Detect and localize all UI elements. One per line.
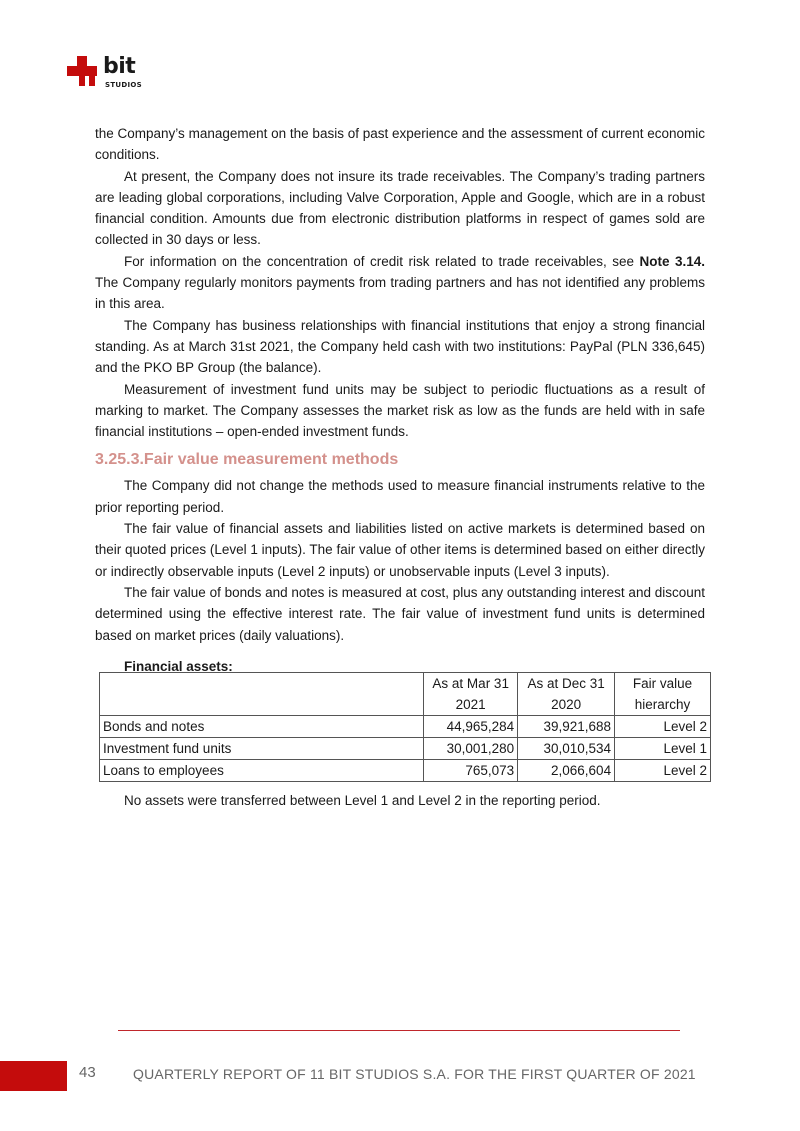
table-cell: 30,001,280 bbox=[424, 738, 518, 760]
paragraph: The fair value of bonds and notes is measured at cost, plus any outstanding interest and discount determined using the effective interest rate. The fair value of investment fund units is determined based on market prices (daily valuations). bbox=[95, 584, 705, 643]
table-cell: 765,073 bbox=[424, 760, 518, 782]
paragraph bbox=[95, 251, 705, 315]
table-header-cell: As at Dec 31 2020 bbox=[518, 673, 615, 716]
table-header-cell bbox=[100, 673, 424, 716]
section-heading: 3.25.3.Fair value measurement methods bbox=[95, 451, 399, 469]
table-cell: 39,921,688 bbox=[518, 716, 615, 738]
paragraph: the Company’s management on the basis of past experience and the assessment of current economic conditions. bbox=[95, 126, 705, 163]
paragraph: The Company did not change the methods used to measure financial instruments relative to the prior reporting period. bbox=[95, 478, 705, 515]
table-cell: Level 2 bbox=[615, 760, 711, 782]
company-logo bbox=[67, 50, 147, 94]
table-row bbox=[100, 738, 711, 760]
financial-assets-table bbox=[99, 672, 711, 782]
paragraph-text: The Company regularly monitors payments from trading partners and has not identified any problems in this area. bbox=[95, 275, 705, 312]
footer-accent-block bbox=[0, 1061, 67, 1091]
logo-mark-icon bbox=[67, 52, 103, 88]
table-header-cell: As at Mar 31 2021 bbox=[424, 673, 518, 716]
paragraph: Measurement of investment fund units may be subject to periodic fluctuations as a result of marking to market. The Company assesses the market risk as low as the funds are held with in safe financial institutions – open-ended investment funds. bbox=[95, 381, 705, 440]
paragraph-text: For information on the concentration of credit risk related to trade receivables, see bbox=[124, 253, 640, 269]
table-cell-label: Investment fund units bbox=[100, 738, 424, 760]
page-number: 43 bbox=[79, 1064, 96, 1081]
document-body bbox=[95, 123, 705, 676]
table-cell: 2,066,604 bbox=[518, 760, 615, 782]
logo-wordmark: bit bbox=[103, 54, 136, 79]
paragraph: The fair value of financial assets and liabilities listed on active markets is determined based on their quoted prices (Level 1 inputs). The fair value of other items is determined based on either directly or indirectly observable inputs (Level 2 inputs) or unobservable inputs (Level 3 inputs). bbox=[95, 521, 705, 579]
table-cell-label: Bonds and notes bbox=[100, 716, 424, 738]
table-cell: Level 1 bbox=[615, 738, 711, 760]
table-cell-label: Loans to employees bbox=[100, 760, 424, 782]
footer-report-title: QUARTERLY REPORT OF 11 BIT STUDIOS S.A. FOR THE FIRST QUARTER OF 2021 bbox=[133, 1066, 696, 1082]
paragraph: At present, the Company does not insure its trade receivables. The Company’s trading partners are leading global corporations, including Valve Corporation, Apple and Google, which are in a robust financial condition. Amounts due from electronic distribution platforms in respect of games sold are collected in 30 days or less. bbox=[95, 168, 705, 248]
table-header-row bbox=[100, 673, 711, 716]
table-cell: Level 2 bbox=[615, 716, 711, 738]
table-row bbox=[100, 716, 711, 738]
table-row bbox=[100, 760, 711, 782]
footer-divider bbox=[118, 1030, 680, 1031]
paragraph: The Company has business relationships with financial institutions that enjoy a strong financial standing. As at March 31st 2021, the Company held cash with two institutions: PayPal (PLN 336,645) and the PKO BP Group (the balance). bbox=[95, 317, 705, 376]
logo-subtext: STUDIOS bbox=[105, 81, 143, 89]
table-cell: 30,010,534 bbox=[518, 738, 615, 760]
table-title: Financial assets: bbox=[124, 658, 233, 674]
table-header-cell: Fair value hierarchy bbox=[615, 673, 711, 716]
transfer-note: No assets were transferred between Level 1 and Level 2 in the reporting period. bbox=[124, 793, 601, 808]
note-reference: Note 3.14. bbox=[639, 253, 705, 269]
table-cell: 44,965,284 bbox=[424, 716, 518, 738]
